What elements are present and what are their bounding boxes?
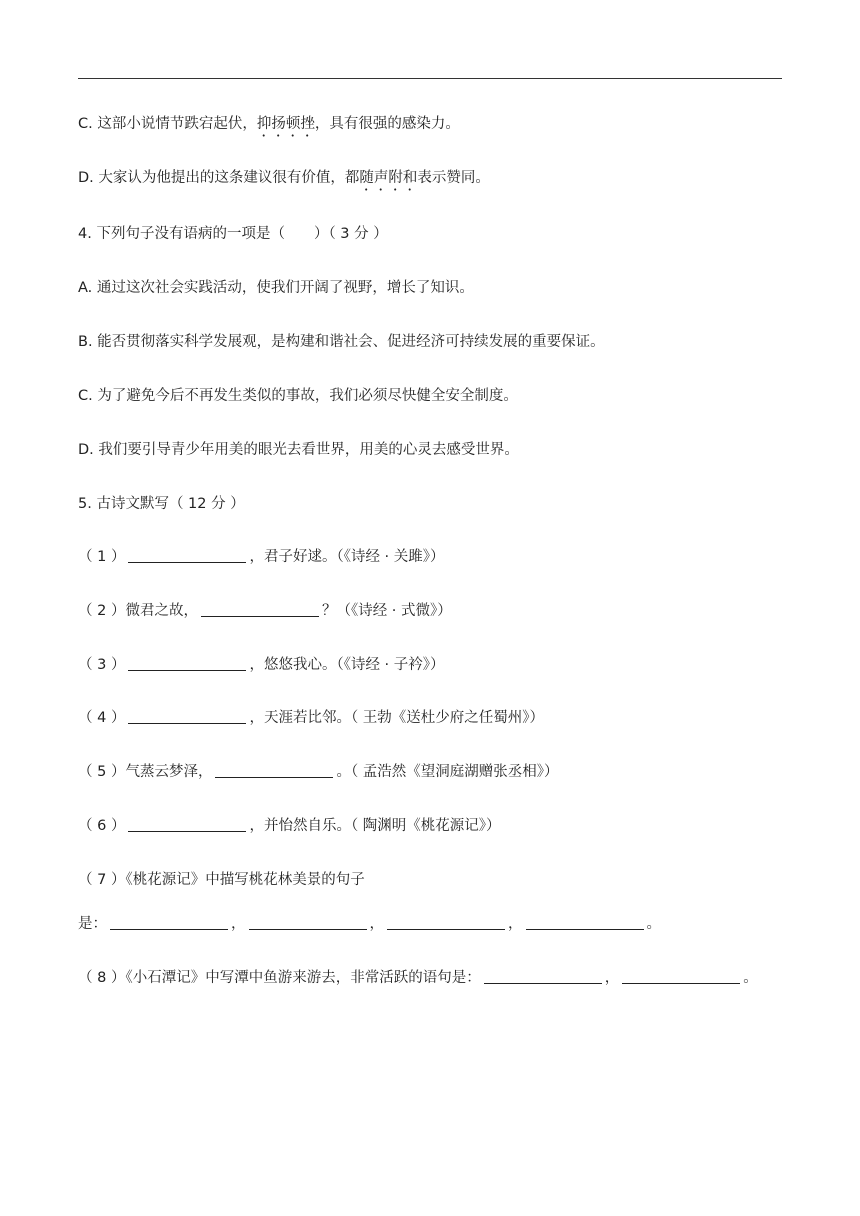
q4-stem: 4. 下列句子没有语病的一项是（ ）（ 3 分 ） (78, 226, 388, 242)
answer-blank[interactable] (128, 656, 246, 671)
answer-blank[interactable] (622, 969, 740, 984)
q5-item-7-stem: （ 7 ）《桃花源记》中描写桃花林美景的句子 (78, 872, 365, 888)
answer-blank[interactable] (128, 817, 246, 832)
answer-blank[interactable] (201, 602, 319, 617)
header-rule (78, 78, 782, 79)
q4-option-a: A. 通过这次社会实践活动，使我们开阔了视野，增长了知识。 (78, 280, 474, 296)
emphasized-phrase: 随声附和 (359, 170, 418, 186)
q5-item-4: （ 4 ） ，天涯若比邻。（ 王勃《送杜少府之任蜀州》） (78, 710, 545, 726)
q5-stem: 5. 古诗文默写（ 12 分 ） (78, 496, 245, 512)
answer-blank[interactable] (128, 709, 246, 724)
q5-item-1: （ 1 ） ，君子好逑。（《诗经 · 关雎》） (78, 549, 445, 565)
q4-option-b: B. 能否贯彻落实科学发展观，是构建和谐社会、促进经济可持续发展的重要保证。 (78, 334, 605, 350)
q5-item-5: （ 5 ）气蒸云梦泽， 。（ 孟浩然《望洞庭湖赠张丞相》） (78, 764, 559, 780)
q4-option-c: C. 为了避免今后不再发生类似的事故，我们必须尽快健全安全制度。 (78, 388, 518, 404)
answer-blank[interactable] (484, 969, 602, 984)
answer-blank[interactable] (249, 915, 367, 930)
answer-blank[interactable] (526, 915, 644, 930)
q3-option-d: D. 大家认为他提出的这条建议很有价值，都随声附和表示赞同。 (78, 170, 490, 186)
q5-item-8: （ 8 ）《小石潭记》中写潭中鱼游来游去，非常活跃的语句是： ， 。 (78, 970, 758, 986)
answer-blank[interactable] (128, 548, 246, 563)
q5-item-6: （ 6 ） ，并怡然自乐。（ 陶渊明《桃花源记》） (78, 818, 501, 834)
q5-item-2: （ 2 ）微君之故， ？（《诗经 · 式微》） (78, 603, 452, 619)
answer-blank[interactable] (387, 915, 505, 930)
answer-blank[interactable] (110, 915, 228, 930)
q4-option-d: D. 我们要引导青少年用美的眼光去看世界，用美的心灵去感受世界。 (78, 442, 519, 458)
q5-item-3: （ 3 ） ，悠悠我心。（《诗经 · 子衿》） (78, 657, 445, 673)
answer-blank[interactable] (215, 763, 333, 778)
q5-item-7-answer: 是： ， ， ， 。 (78, 916, 661, 932)
q3-option-c: C. 这部小说情节跌宕起伏，抑扬顿挫，具有很强的感染力。 (78, 116, 460, 132)
emphasized-phrase: 抑扬顿挫 (256, 116, 315, 132)
